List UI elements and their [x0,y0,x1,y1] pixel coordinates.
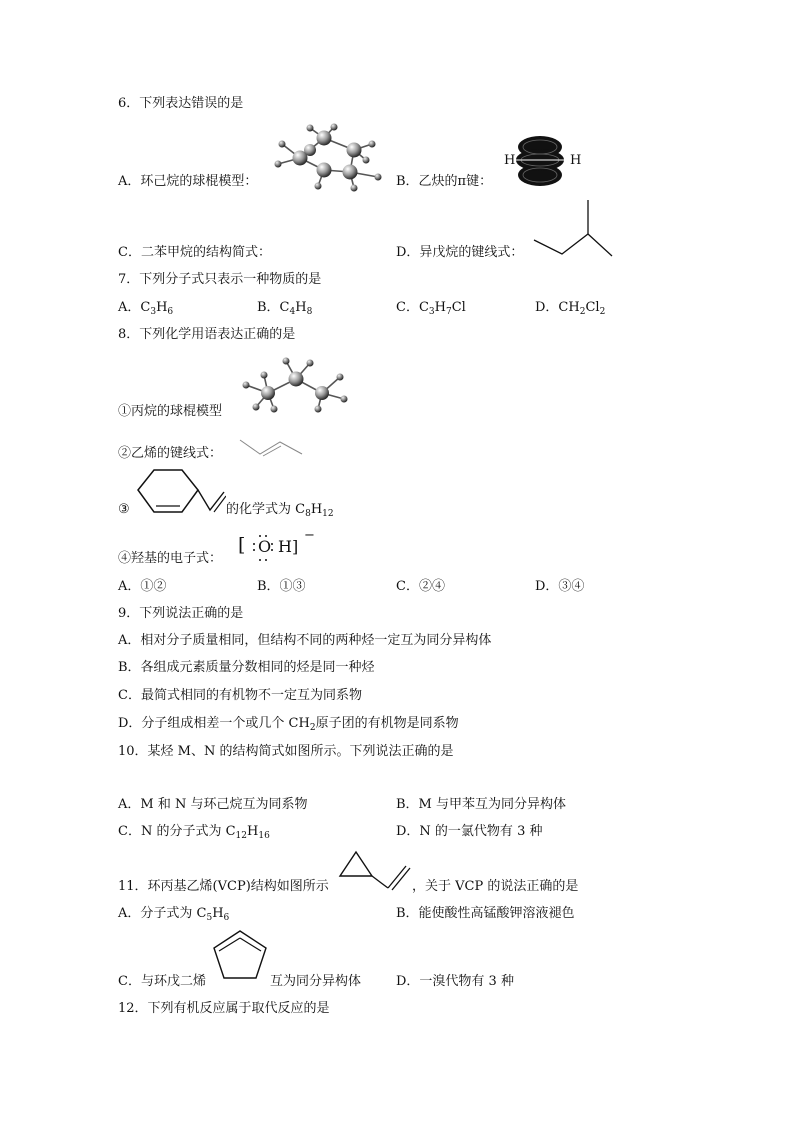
q10-stem: 10．某烃 M、N 的结构简式如图所示。下列说法正确的是 [118,744,454,759]
q9-option-a: A．相对分子质量相同，但结构不同的两种烃一定互为同分异构体 [118,633,492,648]
q7-option-c: C．$C_3H_7Cl$ [396,300,466,317]
vinylcyclopropane-skeletal-formula [336,848,416,892]
q8-item-1: ①丙烷的球棍模型 [118,404,223,419]
q9-stem: 9．下列说法正确的是 [118,606,244,621]
q8-item-2: ②乙烯的键线式： [118,446,223,461]
q9-option-b: B．各组成元素质量分数相同的烃是同一种烃 [118,660,375,675]
q9-option-c: C．最简式相同的有机物不一定互为同系物 [118,688,362,703]
q8-option-b: B．①③ [257,579,306,594]
pi-bond-h-left: H [504,153,516,168]
hydroxyl-electron-formula [238,528,318,562]
q10-option-b: B．M 与甲苯互为同分异构体 [396,797,566,812]
q11-option-c-part1: C．与环戊二烯 [118,974,206,989]
q8-item-3-number: ③ [118,502,130,517]
q12-stem: 12．下列有机反应属于取代反应的是 [118,1001,330,1016]
isopentane-skeletal-formula [532,198,616,260]
acetylene-pi-bond-figure [504,133,588,189]
vinylcyclohexene-skeletal-formula [134,466,226,520]
q9-option-d: D．分子组成相差一个或几个 $CH_2$原子团的有机物是同系物 [118,716,459,733]
q11-stem-part1: 11．环丙基乙烯(VCP)结构如图所示 [118,879,329,894]
q11-option-a: A．分子式为 $C_5H_6$ [118,906,230,923]
q10-option-c: C．N 的分子式为 $C_{12}H_{16}$ [118,824,270,841]
q8-option-a: A．①② [118,579,167,594]
bracket-left: [ [238,534,246,556]
ethylene-skeletal-formula [238,434,304,458]
charge-superscript: − [304,528,315,543]
q7-option-b: B．$C_4H_8$ [257,300,313,317]
electron-dots [249,534,281,562]
q7-stem: 7．下列分子式只表示一种物质的是 [118,272,322,287]
q6-option-b: B．乙炔的π键： [396,174,493,189]
cyclopentadiene-skeletal-formula [210,928,270,982]
q10-option-a: A．M 和 N 与环己烷互为同系物 [118,797,308,812]
q11-option-c-part2: 互为同分异构体 [270,974,362,989]
q8-item-4: ④羟基的电子式： [118,551,223,566]
hydrogen-bracket-right: H] [278,537,299,556]
oxygen-symbol: O [258,537,272,556]
q6-option-c: C．二苯甲烷的结构简式： [118,245,271,260]
q6-stem: 6．下列表达错误的是 [118,96,244,111]
q11-stem-part2: ，关于 VCP 的说法正确的是 [412,879,579,894]
q10-option-d: D．N 的一氯代物有 3 种 [396,824,543,839]
q6-option-a: A．环己烷的球棍模型： [118,174,258,189]
q11-option-d: D．一溴代物有 3 种 [396,974,514,989]
q6-option-d: D．异戊烷的键线式： [396,245,524,260]
q8-option-d: D．③④ [535,579,585,594]
q7-option-a: A．$C_3H_6$ [118,300,174,317]
propane-ball-stick-model [234,355,350,413]
q7-option-d: D．$CH_2Cl_2$ [535,300,606,317]
q11-option-b: B．能使酸性高锰酸钾溶液褪色 [396,906,575,921]
q8-item-3-formula: 的化学式为 $C_8H_{12}$ [226,502,334,519]
pi-bond-h-right: H [570,153,582,168]
q8-stem: 8．下列化学用语表达正确的是 [118,327,296,342]
cyclohexane-ball-stick-model [268,122,390,192]
q8-option-c: C．②④ [396,579,445,594]
